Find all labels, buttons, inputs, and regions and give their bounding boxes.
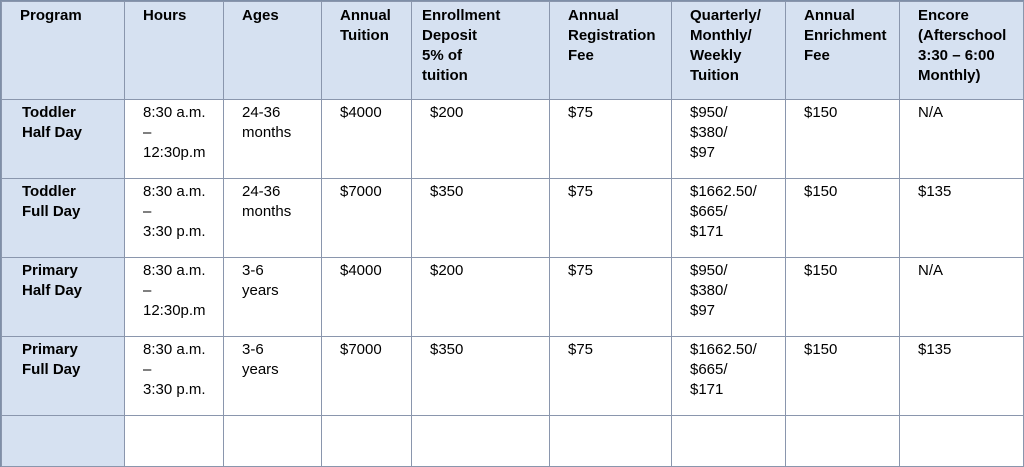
empty-cell — [412, 416, 550, 467]
table-row — [2, 258, 1024, 337]
empty-cell — [672, 416, 786, 467]
header-row — [2, 2, 1024, 100]
header-enrichment-fee: Annual Enrichment Fee — [786, 2, 900, 100]
empty-cell — [125, 416, 224, 467]
hours-cell: 8:30 a.m. – 12:30p.m — [125, 258, 224, 337]
tuition-schedule-cell: $950/ $380/ $97 — [672, 100, 786, 179]
empty-cell — [224, 416, 322, 467]
header-encore: Encore (Afterschool 3:30 – 6:00 Monthly) — [900, 2, 1024, 100]
annual-tuition-cell: $4000 — [322, 100, 412, 179]
ages-cell: 24-36 months — [224, 100, 322, 179]
header-annual-tuition: Annual Tuition — [322, 2, 412, 100]
enrichment-fee-cell: $150 — [786, 258, 900, 337]
enrichment-fee-cell: $150 — [786, 337, 900, 416]
registration-fee-cell: $75 — [550, 179, 672, 258]
program-cell: Primary Full Day — [2, 337, 125, 416]
header-ages: Ages — [224, 2, 322, 100]
tuition-schedule-cell: $1662.50/ $665/ $171 — [672, 179, 786, 258]
program-cell: Primary Half Day — [2, 258, 125, 337]
empty-cell — [786, 416, 900, 467]
ages-cell: 3-6 years — [224, 337, 322, 416]
tuition-table — [1, 1, 1024, 467]
encore-cell: $135 — [900, 337, 1024, 416]
deposit-cell: $200 — [412, 258, 550, 337]
table-row — [2, 100, 1024, 179]
ages-cell: 3-6 years — [224, 258, 322, 337]
encore-cell: N/A — [900, 258, 1024, 337]
tuition-schedule-cell: $1662.50/ $665/ $171 — [672, 337, 786, 416]
registration-fee-cell: $75 — [550, 258, 672, 337]
table-row — [2, 337, 1024, 416]
registration-fee-cell: $75 — [550, 337, 672, 416]
program-cell: Toddler Full Day — [2, 179, 125, 258]
enrichment-fee-cell: $150 — [786, 179, 900, 258]
ages-cell: 24-36 months — [224, 179, 322, 258]
empty-cell — [2, 416, 125, 467]
deposit-cell: $350 — [412, 337, 550, 416]
empty-cell — [550, 416, 672, 467]
table-row — [2, 179, 1024, 258]
empty-cell — [322, 416, 412, 467]
hours-cell: 8:30 a.m. – 3:30 p.m. — [125, 179, 224, 258]
header-registration-fee: Annual Registration Fee — [550, 2, 672, 100]
hours-cell: 8:30 a.m. – 12:30p.m — [125, 100, 224, 179]
deposit-cell: $200 — [412, 100, 550, 179]
encore-cell: N/A — [900, 100, 1024, 179]
program-cell: Toddler Half Day — [2, 100, 125, 179]
empty-row — [2, 416, 1024, 467]
annual-tuition-cell: $4000 — [322, 258, 412, 337]
header-tuition-schedule: Quarterly/ Monthly/ Weekly Tuition — [672, 2, 786, 100]
empty-cell — [900, 416, 1024, 467]
header-program: Program — [2, 2, 125, 100]
tuition-schedule-cell: $950/ $380/ $97 — [672, 258, 786, 337]
annual-tuition-cell: $7000 — [322, 337, 412, 416]
header-enrollment-deposit: Enrollment Deposit 5% of tuition — [412, 2, 550, 100]
annual-tuition-cell: $7000 — [322, 179, 412, 258]
encore-cell: $135 — [900, 179, 1024, 258]
header-hours: Hours — [125, 2, 224, 100]
registration-fee-cell: $75 — [550, 100, 672, 179]
deposit-cell: $350 — [412, 179, 550, 258]
enrichment-fee-cell: $150 — [786, 100, 900, 179]
hours-cell: 8:30 a.m. – 3:30 p.m. — [125, 337, 224, 416]
